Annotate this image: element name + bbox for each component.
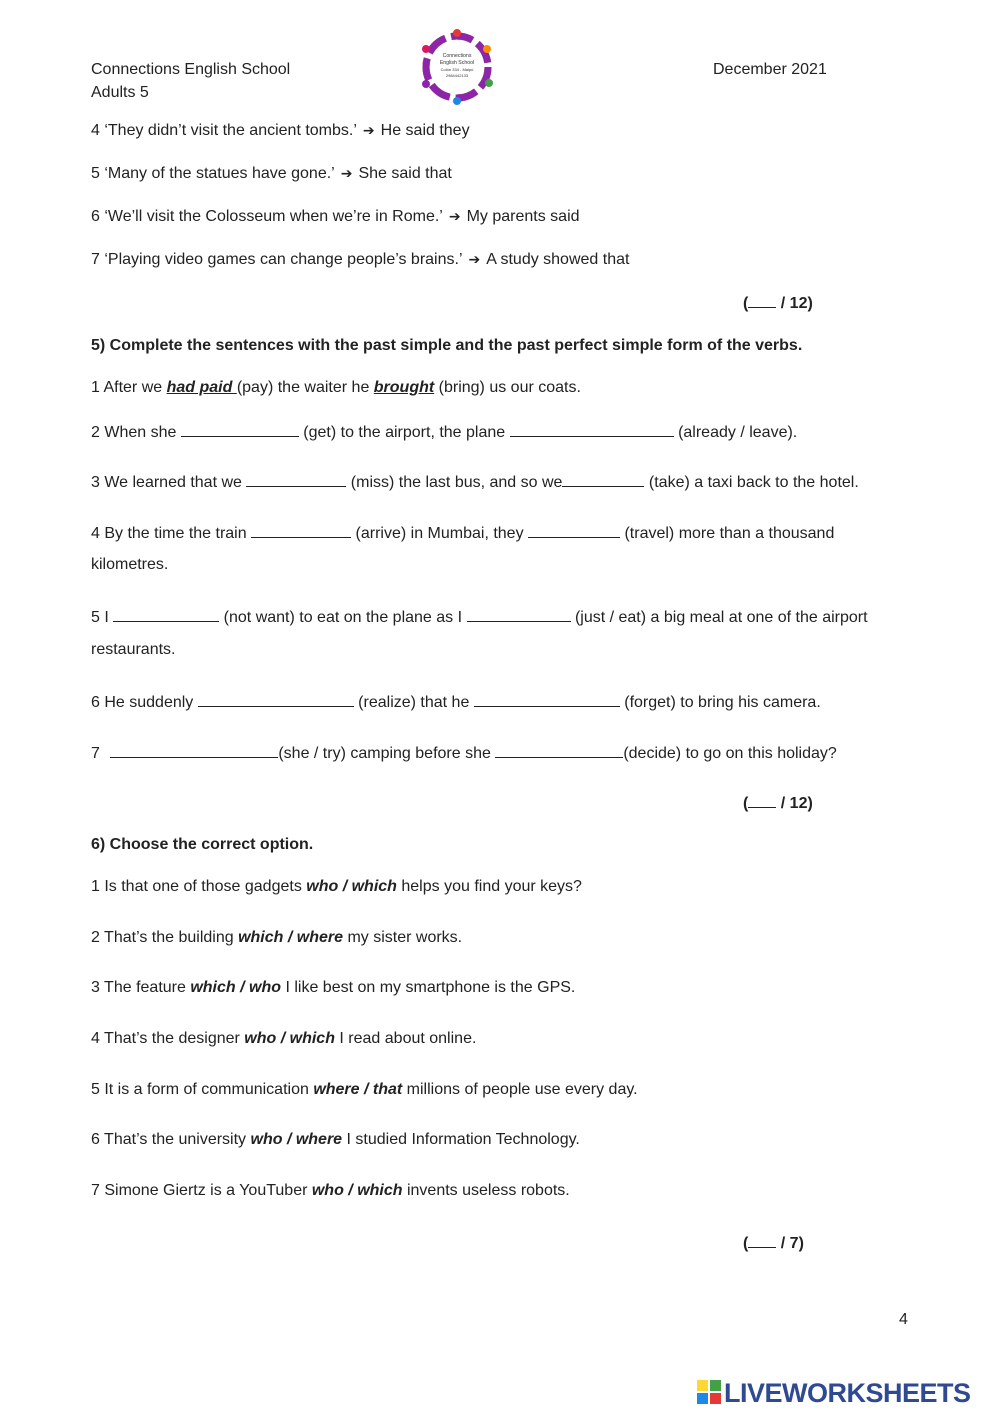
liveworksheets-brand: LIVEWORKSHEETS xyxy=(724,1378,971,1408)
s5-sentence-1: 1 After we had paid (pay) the waiter he brought (bring) us our coats. xyxy=(91,379,581,396)
school-name: Connections English School xyxy=(91,61,291,78)
answer-blank[interactable] xyxy=(198,692,354,707)
example-answer: brought xyxy=(373,379,435,396)
score-blank[interactable] xyxy=(748,1233,776,1248)
reported-answer-start: My parents said xyxy=(466,208,580,225)
answer-blank[interactable] xyxy=(467,607,571,622)
reported-item xyxy=(91,208,580,226)
section6-heading: 6) Choose the correct option. xyxy=(91,836,314,853)
answer-blank[interactable] xyxy=(495,743,623,758)
s5-sentence-5-cont: restaurants. xyxy=(91,641,176,658)
reported-quote: 7 ‘Playing video games can change people’s brains.’ xyxy=(91,251,463,268)
liveworksheets-logo xyxy=(697,1380,721,1404)
answer-blank[interactable] xyxy=(562,472,644,487)
s5-sentence-2: 2 When she (get) to the airport, the plane (already / leave). xyxy=(91,424,798,441)
option-choice[interactable]: which / who xyxy=(190,979,281,996)
reported-answer-start: He said they xyxy=(380,122,470,139)
option-choice[interactable]: who / where xyxy=(250,1131,343,1148)
s6-item: 3 The feature which / who I like best on my smartphone is the GPS. xyxy=(91,979,576,996)
right-arrow-icon: ➔ xyxy=(468,251,481,267)
s5-sentence-4-cont: kilometres. xyxy=(91,556,169,573)
s5-sentence-3: 3 We learned that we (miss) the last bus, and so we (take) a taxi back to the hotel. xyxy=(91,474,859,491)
option-choice[interactable]: where / that xyxy=(313,1081,403,1098)
page-number: 4 xyxy=(899,1311,908,1328)
answer-blank[interactable] xyxy=(110,743,278,758)
answer-blank[interactable] xyxy=(510,422,674,437)
reported-quote: 4 ‘They didn’t visit the ancient tombs.’ xyxy=(91,122,357,139)
reported-answer-start: A study showed that xyxy=(486,251,630,268)
section5-heading: 5) Complete the sentences with the past simple and the past perfect simple form of the verbs. xyxy=(91,337,803,354)
option-choice[interactable]: who / which xyxy=(311,1182,403,1199)
right-arrow-icon: ➔ xyxy=(362,122,375,138)
s5-sentence-5: 5 I (not want) to eat on the plane as I (just / eat) a big meal at one of the airport xyxy=(91,609,868,626)
answer-blank[interactable] xyxy=(113,607,219,622)
right-arrow-icon: ➔ xyxy=(448,208,461,224)
s6-item: 2 That’s the building which / where my sister works. xyxy=(91,929,463,946)
section-score: ( / 12) xyxy=(743,295,813,312)
answer-blank[interactable] xyxy=(181,422,299,437)
worksheet-date: December 2021 xyxy=(713,61,827,78)
class-level: Adults 5 xyxy=(91,84,149,101)
logo-line-3: Colón 334 - Maipú xyxy=(440,67,474,72)
reported-item xyxy=(91,165,452,183)
school-logo-icon xyxy=(417,27,497,107)
answer-blank[interactable] xyxy=(474,692,620,707)
score-blank[interactable] xyxy=(748,293,776,308)
s6-item: 6 That’s the university who / where I studied Information Technology. xyxy=(91,1131,580,1148)
answer-blank[interactable] xyxy=(246,472,346,487)
section-score: ( / 12) xyxy=(743,795,813,812)
reported-item xyxy=(91,122,470,140)
option-choice[interactable]: which / where xyxy=(238,929,343,946)
s6-item: 4 That’s the designer who / which I read about online. xyxy=(91,1030,477,1047)
right-arrow-icon: ➔ xyxy=(340,165,353,181)
option-choice[interactable]: who / which xyxy=(306,878,397,895)
s6-item: 7 Simone Giertz is a YouTuber who / which invents useless robots. xyxy=(91,1182,570,1199)
s5-sentence-4: 4 By the time the train (arrive) in Mumbai, they (travel) more than a thousand xyxy=(91,525,835,542)
logo-line-4: 2984442133 xyxy=(445,73,469,78)
logo-line-1: Connections xyxy=(442,53,472,59)
answer-blank[interactable] xyxy=(528,523,620,538)
example-answer: had paid xyxy=(166,379,237,396)
reported-quote: 5 ‘Many of the statues have gone.’ xyxy=(91,165,335,182)
answer-blank[interactable] xyxy=(251,523,351,538)
s6-item: 1 Is that one of those gadgets who / which helps you find your keys? xyxy=(91,878,582,895)
score-blank[interactable] xyxy=(748,793,776,808)
s6-item: 5 It is a form of communication where / that millions of people use every day. xyxy=(91,1081,638,1098)
reported-answer-start: She said that xyxy=(358,165,452,182)
reported-item xyxy=(91,251,629,269)
option-choice[interactable]: who / which xyxy=(244,1030,335,1047)
section-score: ( / 7) xyxy=(743,1235,804,1252)
reported-quote: 6 ‘We’ll visit the Colosseum when we’re in Rome.’ xyxy=(91,208,443,225)
s5-sentence-6: 6 He suddenly (realize) that he (forget) to bring his camera. xyxy=(91,694,821,711)
logo-line-2: English School xyxy=(439,60,475,66)
s5-sentence-7: 7 (she / try) camping before she (decide) to go on this holiday? xyxy=(91,745,837,762)
